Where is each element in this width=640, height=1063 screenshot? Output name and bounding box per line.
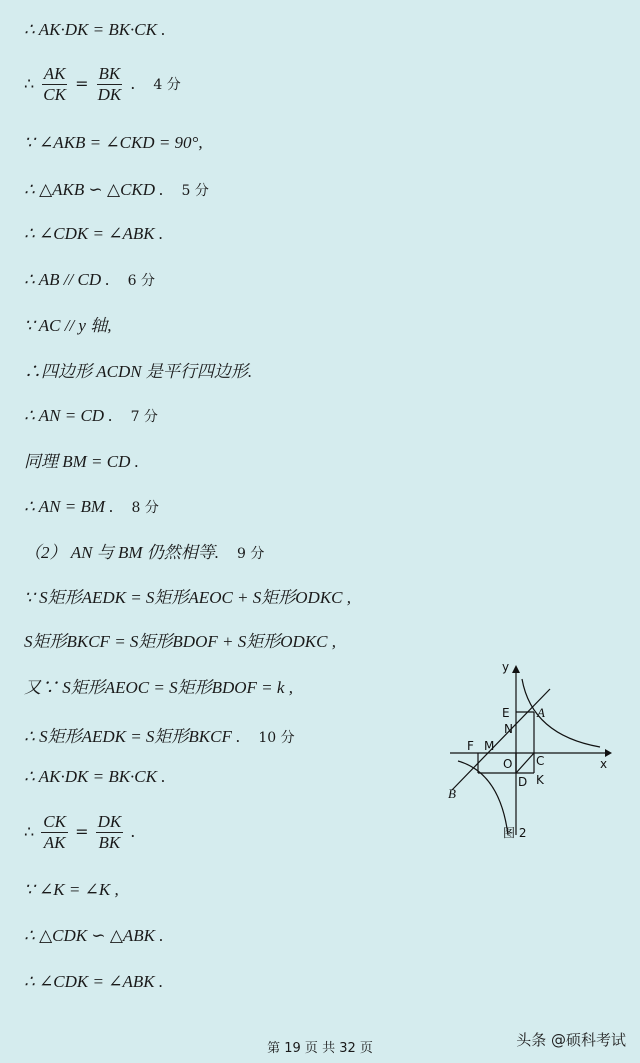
step-line-5: ∴ ∠CDK = ∠ABK . (24, 224, 164, 243)
label-K: K (536, 773, 544, 787)
score-mark: 8 分 (131, 500, 159, 516)
x-axis-arrow (605, 749, 612, 757)
label-M: M (484, 739, 495, 753)
step-line-14: S矩形BKCF = S矩形BDOF + S矩形ODKC , (24, 632, 336, 651)
step-line-12: （2） AN 与 BM 仍然相等. 9 分 (24, 543, 265, 562)
step-line-20: ∴ △CDK ∽ △ABK . (24, 926, 164, 945)
figure-caption: 图 2 (503, 826, 527, 840)
label-E: E (502, 706, 510, 720)
page-footer: 第 19 页 共 32 页 (267, 1041, 373, 1056)
fraction-left: $\frac{CK}{AK}$ (43, 812, 66, 852)
step-line-13: ∵ S矩形AEDK = S矩形AEOC + S矩形ODKC , (24, 588, 352, 607)
score-mark: 7 分 (130, 409, 158, 425)
step-line-6: ∴ AB // CD . 6 分 (24, 270, 155, 289)
step-line-3: ∵ ∠AKB = ∠CKD = 90°, (24, 133, 203, 152)
score-mark: 5 分 (181, 183, 209, 199)
hyperbola-lower (458, 761, 508, 835)
label-O: O (503, 757, 513, 771)
label-D: D (518, 775, 528, 789)
score-mark: 6 分 (127, 273, 155, 289)
label-C: C (536, 754, 545, 768)
step-line-11: ∴ AN = BM . 8 分 (24, 497, 159, 516)
geometry-figure (440, 655, 620, 845)
label-y: y (502, 660, 510, 674)
score-mark: 10 分 (258, 730, 295, 746)
label-x: x (600, 757, 608, 771)
step-line-17: ∴ AK·DK = BK·CK . (24, 767, 166, 786)
step-line-7: ∵ AC // y 轴, (24, 316, 112, 335)
watermark: 头条 @硕科考试 (516, 1031, 626, 1049)
step-line-15: 又∵ S矩形AEOC = S矩形BDOF = k , (24, 678, 293, 697)
score-mark: 4 分 (153, 77, 181, 93)
fraction-right: $\frac{DK}{BK}$ (97, 812, 122, 852)
step-line-16: ∴ S矩形AEDK = S矩形BKCF . 10 分 (24, 727, 295, 746)
figure-svg (440, 655, 620, 845)
step-line-8: ∴四边形 ACDN 是平行四边形. (24, 362, 253, 381)
score-mark: 9 分 (237, 546, 265, 562)
y-axis-arrow (512, 665, 520, 673)
step-line-9: ∴ AN = CD . 7 分 (24, 406, 158, 425)
fraction-right: $\frac{BK}{DK}$ (97, 64, 122, 104)
step-line-19: ∵ ∠K = ∠K , (24, 880, 119, 899)
fraction-left: $\frac{AK}{CK}$ (43, 64, 66, 104)
step-line-18: ∴ $\frac{CK}{AK}$ = $\frac{DK}{BK}$ . (24, 812, 136, 852)
label-A: A (537, 705, 545, 720)
step-line-4: ∴ △AKB ∽ △CKD . 5 分 (24, 180, 209, 199)
label-N: N (504, 722, 513, 736)
step-line-21: ∴ ∠CDK = ∠ABK . (24, 972, 164, 991)
step-line-1: ∴ AK·DK = BK·CK . (24, 20, 166, 39)
step-line-2: ∴ $\frac{AK}{CK}$ = $\frac{BK}{DK}$ . 4 分 (24, 64, 181, 104)
label-B: B (448, 786, 456, 801)
segment-CD (516, 753, 534, 773)
step-line-10: 同理 BM = CD . (24, 452, 139, 471)
label-F: F (467, 739, 474, 753)
